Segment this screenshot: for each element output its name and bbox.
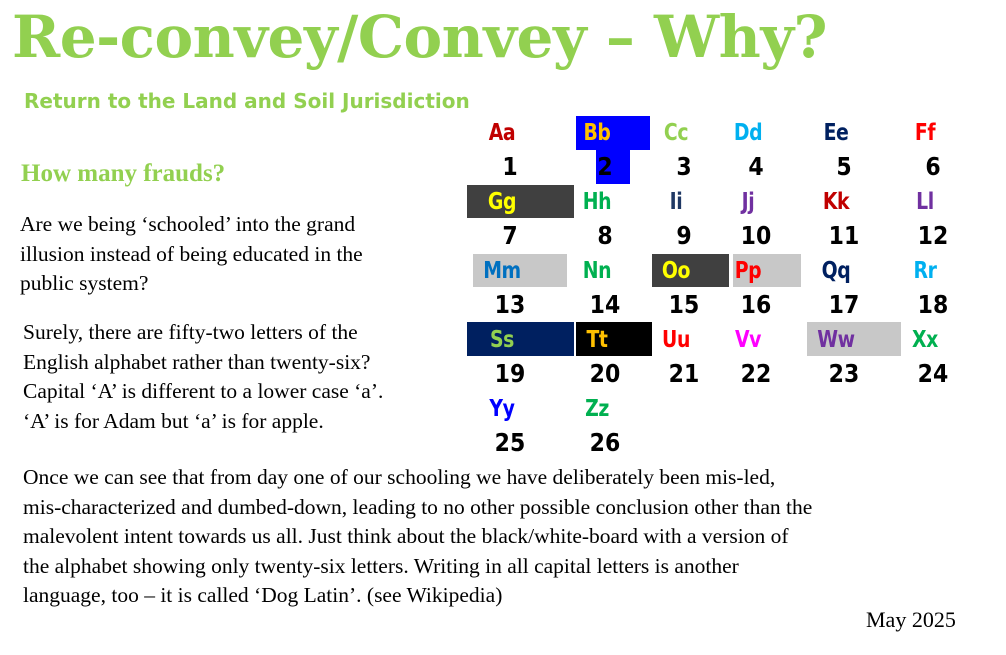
- letter-pair: Ss: [489, 327, 514, 353]
- page-title: Re-convey/Convey – Why?: [12, 3, 828, 71]
- letter-number: 14: [589, 290, 621, 319]
- letter-number: 13: [494, 290, 526, 319]
- paragraph-line: English alphabet rather than twenty-six?: [23, 349, 371, 374]
- letter-number: 2: [597, 152, 613, 181]
- letter-pair: Ii: [669, 189, 683, 215]
- paragraph-line: Once we can see that from day one of our schooling we have deliberately been mis-led,: [23, 465, 776, 489]
- letter-number: 22: [740, 359, 772, 388]
- letter-number: 8: [597, 221, 613, 250]
- letter-number: 26: [589, 428, 621, 457]
- letter-pair: Zz: [585, 396, 609, 422]
- paragraph-fifty-two-letters: [23, 318, 383, 436]
- paragraph-line: ‘A’ is for Adam but ‘a’ is for apple.: [23, 408, 324, 433]
- paragraph-line: public system?: [20, 271, 149, 295]
- letter-pair: Ff: [914, 120, 936, 146]
- date-label: May 2025: [866, 607, 956, 632]
- letter-pair: Dd: [733, 120, 763, 146]
- paragraph-line: malevolent intent towards us all. Just think about the black/white-board with a version of: [23, 524, 789, 548]
- letter-number: 25: [494, 428, 526, 457]
- letter-number: 15: [668, 290, 700, 319]
- letter-pair: Yy: [489, 396, 515, 422]
- letter-pair: Hh: [582, 189, 612, 215]
- letter-pair: Ww: [817, 327, 855, 353]
- letter-pair: Rr: [913, 258, 937, 284]
- paragraph-line: mis-characterized and dumbed-down, leading to no other possible conclusion other than the: [23, 494, 813, 519]
- letter-number: 16: [740, 290, 772, 319]
- letter-number: 9: [676, 221, 692, 250]
- letter-number: 20: [589, 359, 621, 388]
- letter-pair: Uu: [662, 327, 690, 353]
- letter-number: 12: [917, 221, 949, 250]
- letter-pair: Ee: [823, 120, 849, 146]
- paragraph-schooled: [20, 210, 363, 299]
- letter-pair: Jj: [741, 189, 755, 215]
- letter-number: 19: [494, 359, 526, 388]
- paragraph-line: illusion instead of being educated in the: [20, 241, 363, 266]
- letter-number: 6: [925, 152, 941, 181]
- letter-number: 10: [740, 221, 772, 250]
- letter-pair: Cc: [663, 120, 689, 146]
- letter-number: 7: [502, 221, 518, 250]
- letter-pair: Mm: [483, 258, 521, 284]
- letter-number: 21: [668, 359, 700, 388]
- paragraph-line: Capital ‘A’ is different to a lower case ‘a’.: [23, 379, 384, 403]
- letter-number: 11: [828, 221, 860, 250]
- paragraph-line: Are we being ‘schooled’ into the grand: [20, 212, 356, 236]
- paragraph-conclusion: [23, 463, 812, 611]
- letter-number: 5: [836, 152, 852, 181]
- letter-pair: Gg: [487, 189, 517, 215]
- letter-number: 1: [502, 152, 518, 181]
- letter-number: 17: [828, 290, 860, 319]
- letter-pair: Tt: [586, 327, 608, 353]
- letter-number: 23: [828, 359, 860, 388]
- letter-number: 18: [917, 290, 949, 319]
- letter-pair: Qq: [821, 258, 851, 284]
- paragraph-line: the alphabet showing only twenty-six letters. Writing in all capital letters is another: [23, 553, 739, 578]
- page-subtitle: Return to the Land and Soil Jurisdiction: [24, 89, 470, 113]
- section-heading: How many frauds?: [21, 160, 226, 187]
- paragraph-line: Surely, there are fifty-two letters of the: [23, 320, 358, 344]
- letter-pair: Ll: [916, 189, 934, 215]
- letter-pair: Aa: [488, 120, 516, 146]
- letter-pair: Xx: [912, 327, 938, 353]
- letter-number: 24: [917, 359, 949, 388]
- letter-pair: Bb: [583, 120, 611, 146]
- letter-pair: Kk: [822, 189, 850, 215]
- letter-pair: Oo: [661, 258, 691, 284]
- letter-number: 4: [748, 152, 764, 181]
- letter-pair: Nn: [582, 258, 612, 284]
- letter-pair: Pp: [734, 258, 762, 284]
- paragraph-line: language, too – it is called ‘Dog Latin’. (see Wikipedia): [23, 583, 503, 607]
- letter-pair: Vv: [734, 327, 762, 353]
- letter-number: 3: [676, 152, 692, 181]
